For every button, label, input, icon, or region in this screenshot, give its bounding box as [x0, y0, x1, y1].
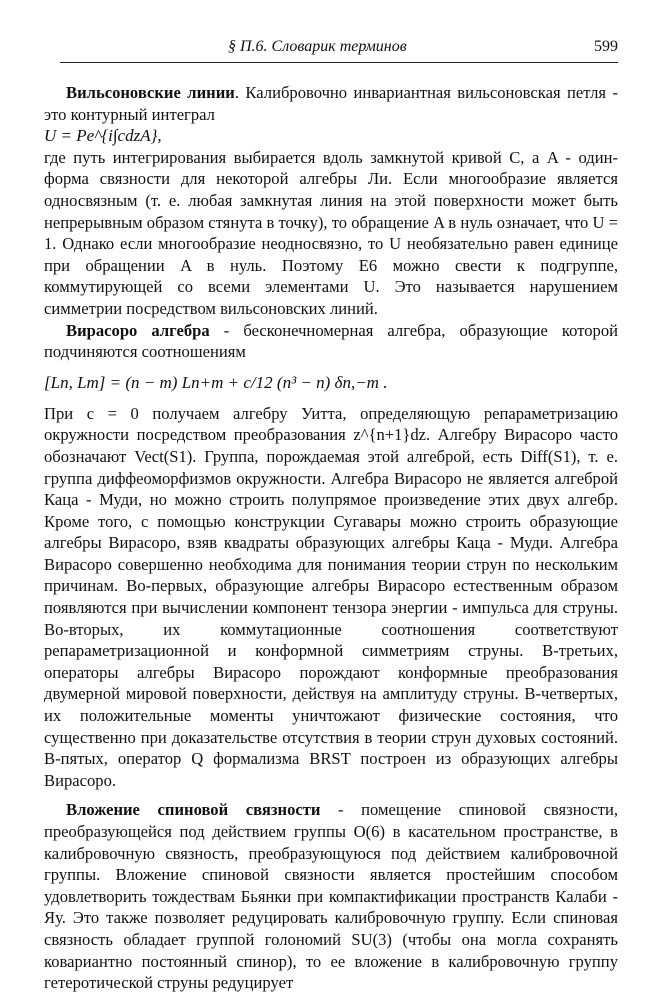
wilson-loop-formula: U = Pe^{i∫cdzA}, — [44, 126, 162, 146]
wilson-intro-text: . Калибровочно инвариантная вильсоновская петля - это контурный интеграл — [44, 83, 618, 124]
term-spin-connection-embedding: Вложение спиновой связности — [66, 800, 321, 820]
virasoro-intro — [44, 320, 618, 363]
term-wilson-lines: Вильсоновские линии — [66, 83, 235, 102]
running-title: § П.6. Словарик терминов — [228, 38, 407, 55]
wilson-lines-intro — [44, 82, 618, 125]
page-header — [60, 38, 618, 63]
term-virasoro-algebra: Вирасоро алгебра — [66, 320, 210, 340]
paragraph-gap — [44, 791, 618, 799]
virasoro-intro-text: - бесконечномерная алгебра, образующие которой подчиняются соотношениям — [44, 320, 619, 362]
spin-connection-text: - помещение спиновой связности, преобразующейся под действием группы O(6) в касательном пространстве, в калибровочную связность, преобразующуюся под действием калибровочной группы. Вложение спиновой связности является простейшим способом удовлетворить тождествам Бьянки при компактификации пространств Калаби - Яу. Это также позволяет редуцировать калибровочную группу. Если спиновая связность обладает группой голономий SU(3) (чтобы она могла сохранять ковариантно постоянный спинор), то ее вложение в калибровочную группу гетеротической струны редуцирует — [44, 800, 618, 993]
wilson-lines-text: где путь интегрирования выбирается вдоль замкнутой кривой C, а A - один-форма связности для некоторой алгебры Ли. Если многообразие является односвязным (т. е. любая замкнутая линия на этой поверхности может быть непрерывным образом стянута в точку), то обращение A в нуль означает, что U = 1. Однако если многообразие неодносвязно, то U необязательно равен единице при обращении A в нуль. Поэтому E6 можно свести к подгруппе, коммутирующей со всеми элементами U. Это называется нарушением симметрии посредством вильсоновских линий. — [44, 147, 618, 318]
virasoro-text: При c = 0 получаем алгебру Уитта, определяющую репараметризацию окружности посредством преобразования z^{n+1}dz. Алгебру Вирасоро часто обозначают Vect(S1). Группа, порождаемая этой алгеброй, есть Diff(S1), т. е. группа диффеоморфизмов окружности. Алгебра Вирасоро не является алгеброй Каца - Муди, но можно строить полупрямое произведение этих двух алгебр. Кроме того, с помощью конструкции Сугавары можно строить образующие алгебры Вирасоро, взяв квадраты образующих алгебры Каца - Муди. Алгебра Вирасоро совершенно необходима для понимания теории струн по нескольким причинам. Во-первых, образующие алгебры Вирасоро естественным образом появляются при вычислении компонент тензора энергии - импульса для струны. Во-вторых, их коммутационные соотношения соответствуют репараметризационной и конформной симметриям струны. В-третьих, операторы алгебры Вирасоро порождают конформные преобразования двумерной мировой поверхности, действуя на амплитуду струны. В-четвертых, их положительные моменты уничтожают физические состояния, что существенно при доказательстве отсутствия в теории струн духовых состояний. В-пятых, оператор Q формализма BRST построен из образующих алгебры Вирасоро. — [44, 403, 618, 790]
page-body — [44, 82, 618, 994]
page-number: 599 — [594, 38, 618, 55]
virasoro-commutator-formula: [Ln, Lm] = (n − m) Ln+m + c/12 (n³ − n) δn,−m . — [44, 372, 388, 392]
spin-connection-paragraph — [44, 799, 618, 993]
